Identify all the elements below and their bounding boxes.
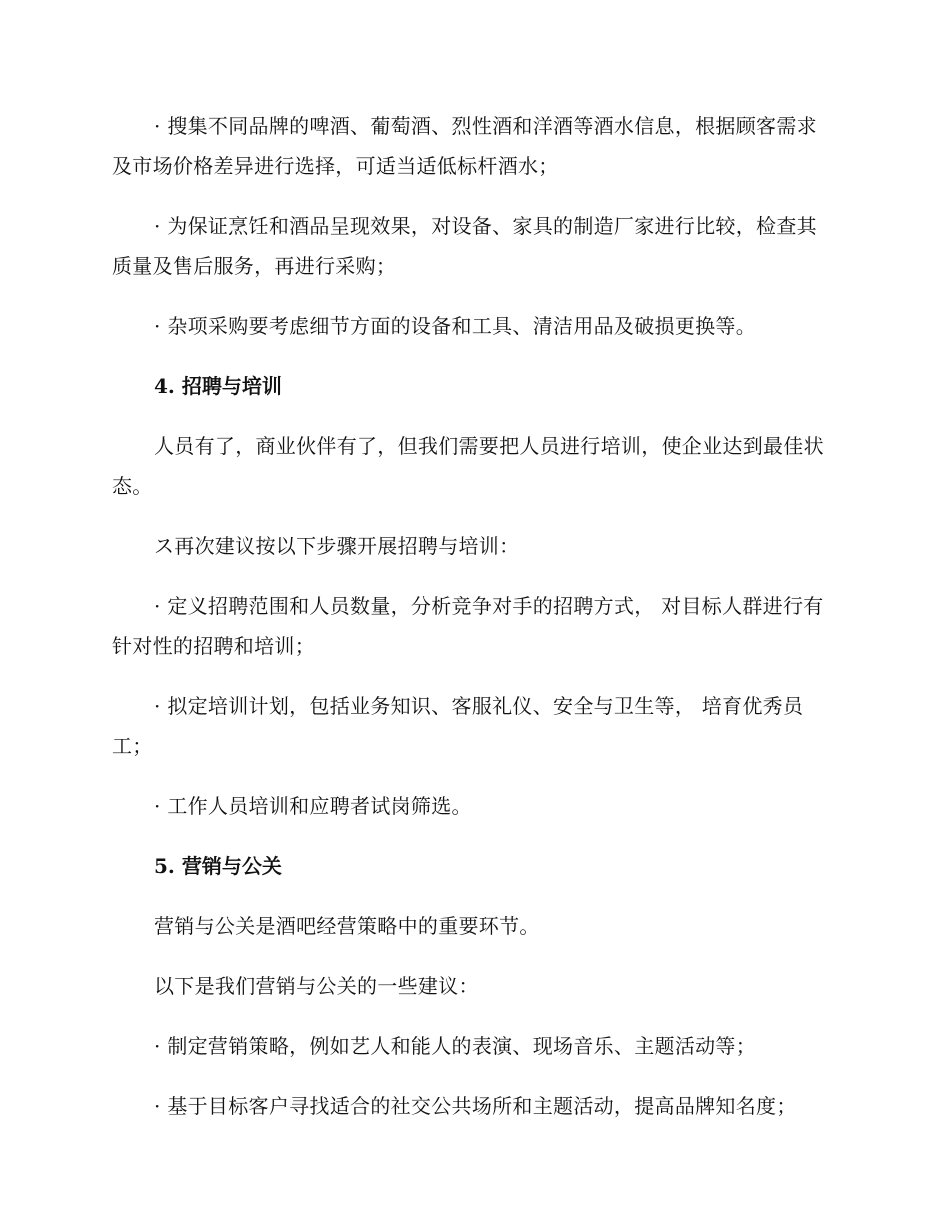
bullet-item-marketing-strategy: · 制定营销策略，例如艺人和能人的表演、现场音乐、主题活动等； (154, 1034, 757, 1058)
bullet-item-equipment-purchase: · 为保证烹饪和酒品呈现效果，对设备、家具的制造厂家进行比较，检查其质量及售后服务，再进行采购； (112, 214, 817, 278)
bullet-item-beverage-sourcing: · 搜集不同品牌的啤酒、葡萄酒、烈性酒和洋酒等酒水信息，根据顾客需求及市场价格差异进行选择，可适当适低标杆酒水； (112, 114, 817, 178)
section-heading-marketing: 5. 营销与公关 (154, 854, 282, 878)
bullet-item-recruit-scope: · 定义招聘范围和人员数量，分析竞争对手的招聘方式， 对目标人群进行有针对性的招聘和培训； (112, 594, 824, 658)
section-heading-recruitment: 4. 招聘与培训 (154, 374, 282, 398)
bullet-item-brand-awareness: · 基于目标客户寻找适合的社交公共场所和主题活动，提高品牌知名度； (154, 1094, 797, 1118)
bullet-item-misc-purchase: · 杂项采购要考虑细节方面的设备和工具、清洁用品及破损更换等。 (154, 314, 757, 338)
document-body (112, 106, 832, 1146)
paragraph-marketing-intro: 营销与公关是酒吧经营策略中的重要环节。 (154, 914, 540, 938)
bullet-item-trial-screening: · 工作人员培训和应聘者试岗筛选。 (154, 794, 472, 818)
paragraph-training-intro: 人员有了，商业伙伴有了，但我们需要把人员进行培训，使企业达到最佳状态。 (112, 434, 824, 498)
paragraph-steps-intro: ス再次建议按以下步骤开展招聘与培训： (154, 534, 520, 558)
bullet-item-training-plan: · 拟定培训计划，包括业务知识、客服礼仪、安全与卫生等， 培育优秀员工； (112, 694, 804, 758)
paragraph-marketing-suggestions: 以下是我们营销与公关的一些建议： (154, 974, 479, 998)
